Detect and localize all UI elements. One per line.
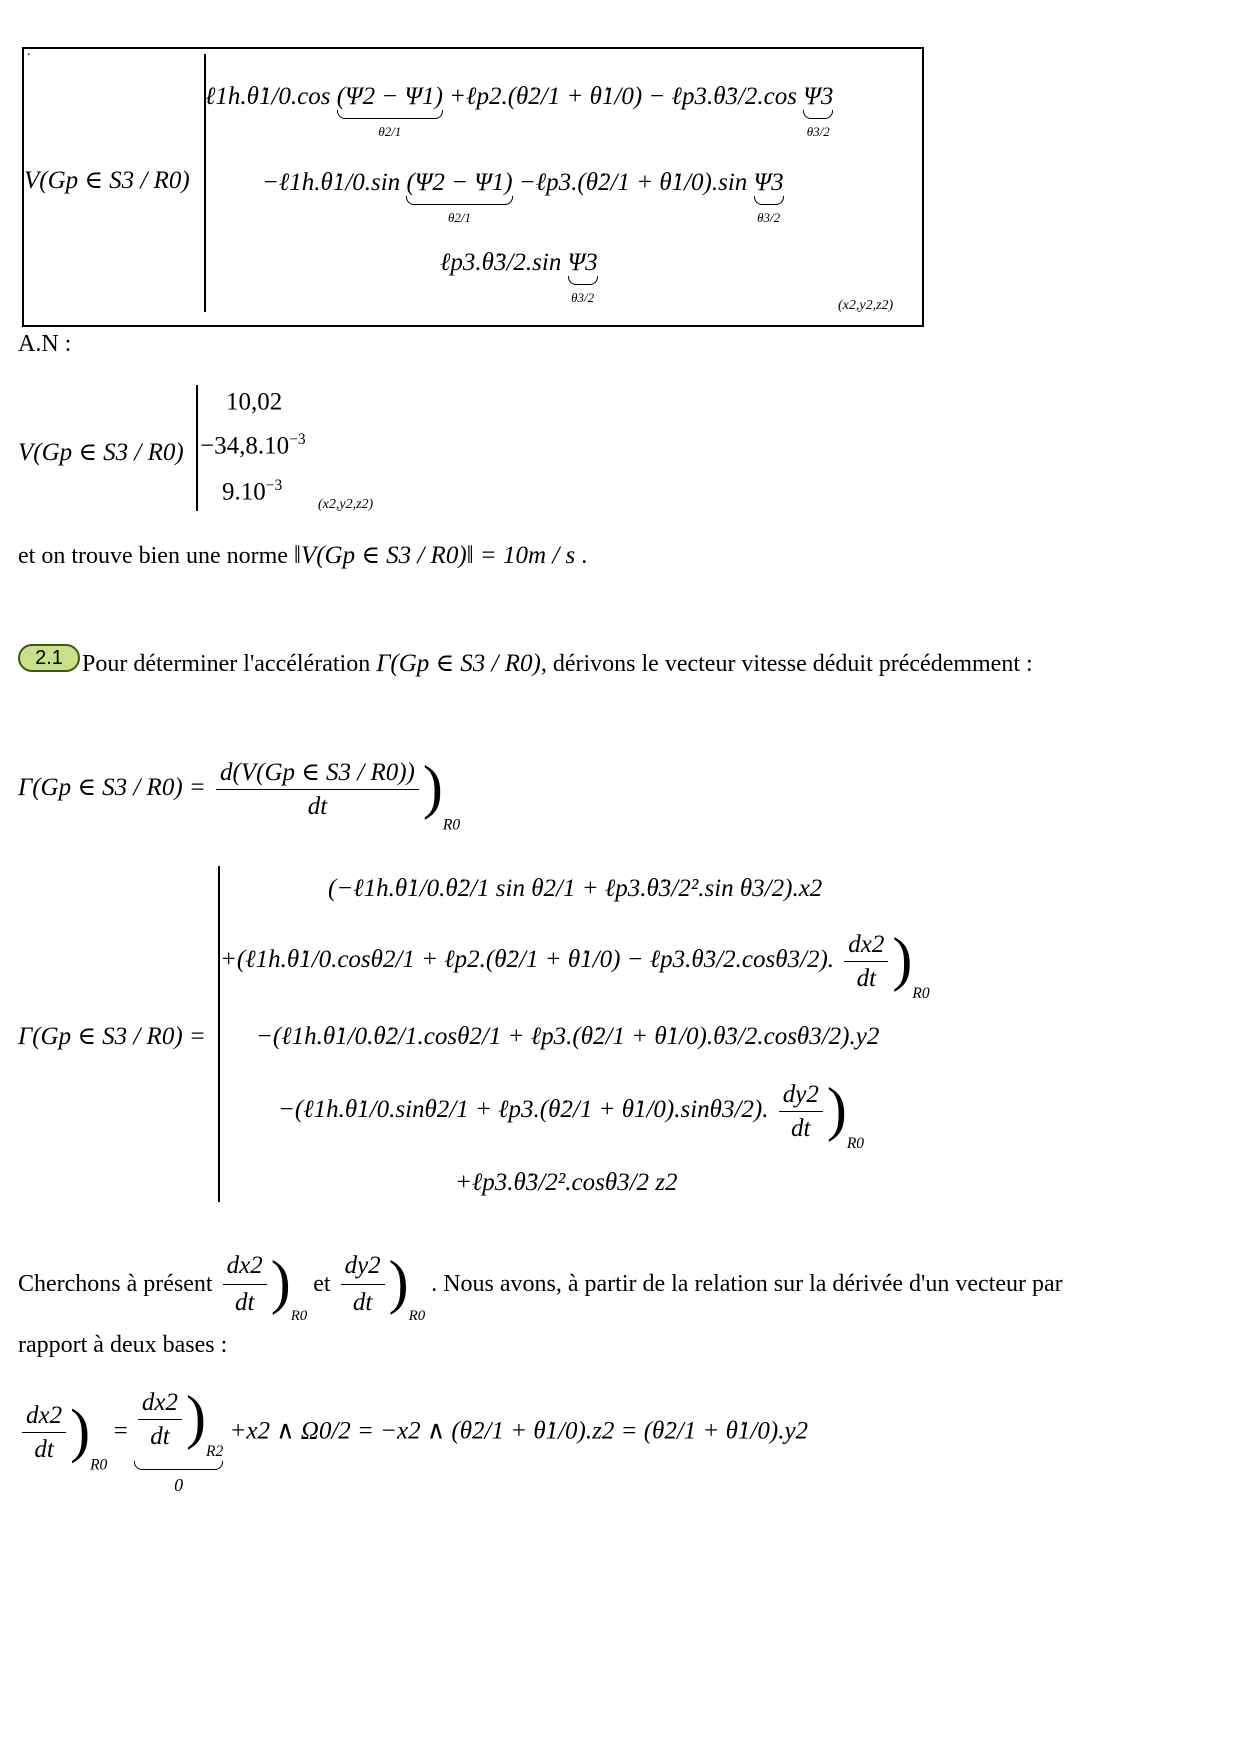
final-relation: $\frac{dx2}{dt}$ )$_{R0}$ = $\frac{dx2}{dt}$ )$_{R2}$ 0 +x2 ∧ Ω0/2 = −x2 ∧ (θ̇2/1 + θ̇1/0).z2 = (θ̇2/1 + θ̇1/0).y2 xyxy=(18,1390,808,1476)
accel-expand-lhs: Γ(Gp ∈ S3 / R0) = xyxy=(18,1023,206,1050)
norm-line: et on trouve bien une norme ‖V(Gp ∈ S3 / R0)‖ = 10m / s . xyxy=(18,542,588,569)
accel-line-4: −(ℓ1h.θ̇1/0.sinθ2/1 + ℓp3.(θ̇2/1 + θ̇1/0).sinθ3/2). $\frac{dy2}{dt}$ )$_{R0}$ xyxy=(278,1076,865,1153)
section-sentence: Pour déterminer l'accélération Γ(Gp ∈ S3 / R0), dérivons le vecteur vitesse déduit précédemment : xyxy=(82,650,1033,677)
box-line-3: ℓp3.θ̇3/2.sin Ψ3 θ3/2 xyxy=(440,249,598,305)
an-separator xyxy=(196,385,198,511)
section-badge: 2.1 xyxy=(18,644,80,672)
box-basis: (x2,y2,z2) xyxy=(838,298,894,313)
an-value-z: $9.10^{-3}$ xyxy=(222,477,283,506)
search-sentence-cont: rapport à deux bases : xyxy=(18,1332,228,1358)
an-value-y: $-34,8.10^{-3}$ xyxy=(200,431,306,460)
accel-line-3: −(ℓ1h.θ̇1/0.θ̇2/1.cosθ2/1 + ℓp3.(θ̇2/1 + θ̇1/0).θ̇3/2.cosθ3/2).y2 xyxy=(256,1023,880,1050)
accel-definition: Γ(Gp ∈ S3 / R0) = $\frac{d(V(Gp \in S3 / R0))}{dt}$ )$_{R0}$ xyxy=(18,754,461,834)
box-line-1: ℓ1h.θ̇1/0.cos (Ψ2 − Ψ1) θ2/1 +ℓp2.(θ̇2/1 + θ̇1/0) − ℓp3.θ̇3/2.cos Ψ3 θ3/2 xyxy=(205,83,834,139)
accel-line-1: (−ℓ1h.θ̇1/0.θ̇2/1 sin θ2/1 + ℓp3.θ̇3/2².sin θ3/2).x2 xyxy=(328,875,823,902)
an-value-x: 10,02 xyxy=(226,388,283,416)
accel-line-5: +ℓp3.θ̇3/2².cosθ3/2 z2 xyxy=(455,1169,678,1196)
velocity-box-label: V(Gp ∈ S3 / R0) xyxy=(24,167,190,194)
accel-line-2: +(ℓ1h.θ̇1/0.cosθ2/1 + ℓp2.(θ̇2/1 + θ̇1/0) − ℓp3.θ̇3/2.cosθ3/2). $\frac{dx2}{dt}$ )$_{R0}$ xyxy=(220,926,930,1003)
an-vector: V(Gp ∈ S3 / R0) xyxy=(18,439,184,466)
accel-separator xyxy=(218,866,220,1202)
box-line-2: −ℓ1h.θ̇1/0.sin (Ψ2 − Ψ1) θ2/1 −ℓp3.(θ̇2/1 + θ̇1/0).sin Ψ3 θ3/2 xyxy=(262,169,784,225)
search-sentence: Cherchons à présent $\frac{dx2}{dt}$ )$_{R0}$ et $\frac{dy2}{dt}$ )$_{R0}$ . Nous avons, à partir de la relation sur la dérivée d'un vecteur par xyxy=(18,1249,1063,1324)
corner-mark: . xyxy=(27,44,31,59)
an-label: A.N : xyxy=(18,331,72,357)
an-basis: (x2,y2,z2) xyxy=(318,497,374,512)
